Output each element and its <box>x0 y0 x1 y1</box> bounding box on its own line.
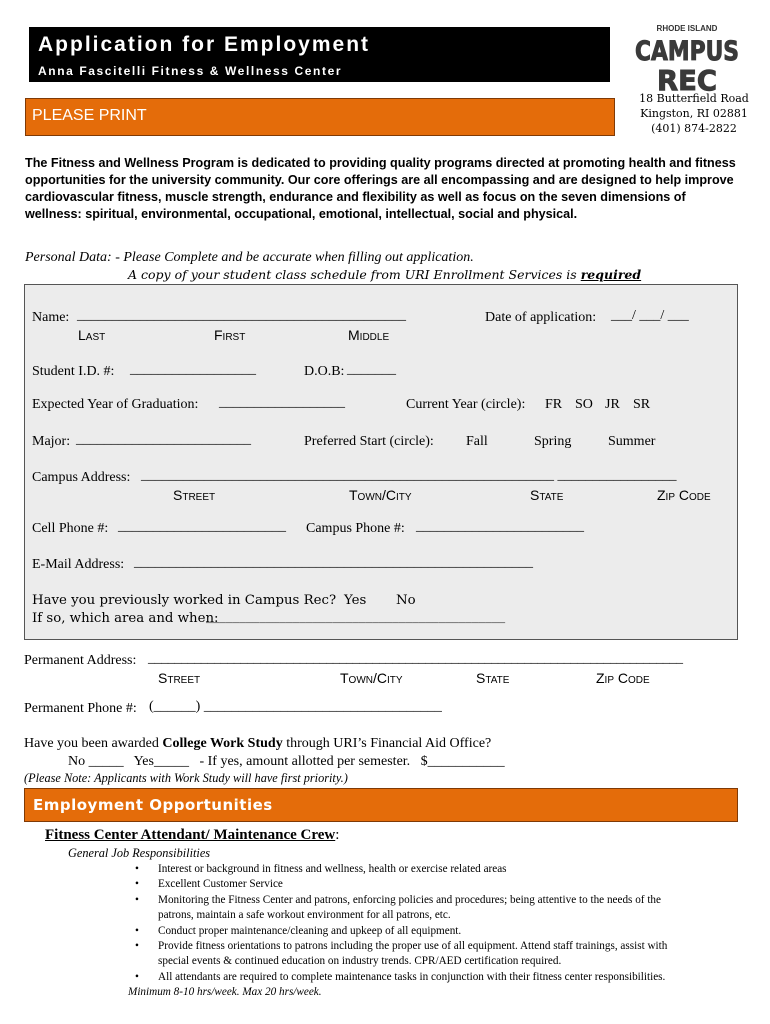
schedule-note <box>128 267 641 282</box>
campus-phone-label: Campus Phone #: <box>306 521 405 536</box>
email-field[interactable]: _________________________________________________________ <box>134 555 533 570</box>
name-label: Name: <box>32 310 70 325</box>
work-study-q-post: through URI’s Financial Aid Office? <box>286 736 492 751</box>
personal-data-heading: Personal Data: - Please Complete and be accurate when filling out application. <box>25 250 474 265</box>
campus-rec-logo <box>632 22 742 97</box>
campus-address-label: Campus Address: <box>32 470 131 485</box>
start-option-spring[interactable]: Spring <box>534 434 572 449</box>
bullet-item: Conduct proper maintenance/cleaning and upkeep of all equipment. <box>158 925 462 937</box>
permanent-address-label: Permanent Address: <box>24 653 137 668</box>
bullet-item: All attendants are required to complete maintenance tasks in conjunction with their fitness center responsibilities. <box>158 971 666 983</box>
address-phone: (401) 874-2822 <box>651 122 737 135</box>
worked-no-option[interactable]: No <box>396 593 416 608</box>
perm-town-caption: Town/City <box>340 670 403 686</box>
student-id-label: Student I.D. #: <box>32 364 115 379</box>
address-street: 18 Butterfield Road <box>639 92 749 105</box>
last-name-caption: Last <box>78 327 106 343</box>
page-subtitle: Anna Fascitelli Fitness & Wellness Center <box>38 64 343 78</box>
campus-town-caption: Town/City <box>349 487 412 503</box>
permanent-address-field[interactable]: _________________________________________________________________________________ <box>148 651 683 666</box>
name-field[interactable]: _______________________________________________ <box>77 308 406 323</box>
work-study-question <box>24 736 491 752</box>
permanent-phone-field[interactable]: (______) __________________________________ <box>149 699 442 714</box>
work-study-note: (Please Note: Applicants with Work Study will have first priority.) <box>24 771 348 785</box>
dob-field[interactable]: _______ <box>347 362 396 377</box>
bullet-marker: • <box>135 863 139 875</box>
bullet-item-continued: patrons, maintain a safe workout environment for all patrons, etc. <box>158 909 451 921</box>
year-option-sr[interactable]: SR <box>633 397 651 412</box>
work-study-q-pre: Have you been awarded <box>24 736 159 751</box>
bullet-item-continued: special events & continued education on industry trends. CPR/AED certification required. <box>158 955 562 967</box>
page-title: Application for Employment <box>38 33 371 56</box>
preferred-start-label: Preferred Start (circle): <box>304 434 434 449</box>
campus-zip-caption: Zip Code <box>657 487 711 503</box>
perm-street-caption: Street <box>158 670 201 686</box>
worked-before-question: Have you previously worked in Campus Rec? <box>32 593 337 608</box>
intro-paragraph: The Fitness and Wellness Program is dedicated to providing quality programs directed at promoting health and fitness opportunities for the university community. Our core offerings are all encompassing and are designed to help improve cardiovascular fitness, muscle strength, endurance and flexibility as well as focus on the seven dimensions of wellness: spiritual, environmental, occupational, emotional, intellectual, social and physical. <box>25 156 736 221</box>
bullet-marker: • <box>135 878 139 890</box>
permanent-phone-label: Permanent Phone #: <box>24 701 137 716</box>
position-name: Fitness Center Attendant/ Maintenance Crew <box>45 827 336 843</box>
schedule-note-text: A copy of your student class schedule from URI Enrollment Services is <box>128 267 577 282</box>
logo-middle-text: CAMPUS <box>635 36 739 67</box>
current-year-label: Current Year (circle): <box>406 397 526 412</box>
perm-state-caption: State <box>476 670 510 686</box>
major-field[interactable]: _________________________ <box>76 432 251 447</box>
general-responsibilities-heading: General Job Responsibilities <box>68 846 211 860</box>
perm-zip-caption: Zip Code <box>596 670 650 686</box>
cell-phone-label: Cell Phone #: <box>32 521 109 536</box>
campus-street-caption: Street <box>173 487 216 503</box>
first-name-caption: First <box>214 327 246 343</box>
campus-phone-field[interactable]: ________________________ <box>416 519 584 534</box>
bullet-item: Monitoring the Fitness Center and patrons, enforcing policies and procedures; being attentive to the needs of the <box>158 894 661 906</box>
hours-note: Minimum 8-10 hrs/week. Max 20 hrs/week. <box>128 986 322 998</box>
date-field[interactable]: ___/ ___/ ___ <box>611 308 689 323</box>
title-banner <box>29 27 610 82</box>
email-label: E-Mail Address: <box>32 557 125 572</box>
bullet-item: Excellent Customer Service <box>158 878 283 890</box>
employment-banner <box>24 788 738 822</box>
required-label: required <box>580 267 642 282</box>
date-label: Date of application: <box>485 310 597 325</box>
student-id-field[interactable]: __________________ <box>130 362 256 377</box>
logo-bottom-text: REC <box>657 64 717 97</box>
which-area-label: If so, which area and when: <box>32 611 219 626</box>
position-colon: : <box>335 827 340 843</box>
bullet-marker: • <box>135 940 139 952</box>
which-area-field[interactable]: _____________________________________________ <box>206 609 506 624</box>
graduation-label: Expected Year of Graduation: <box>32 397 199 412</box>
year-option-jr[interactable]: JR <box>605 397 620 412</box>
start-option-fall[interactable]: Fall <box>466 434 488 449</box>
cell-phone-field[interactable]: ________________________ <box>118 519 286 534</box>
bullet-marker: • <box>135 894 139 906</box>
work-study-q-bold: College Work Study <box>162 736 283 751</box>
year-option-so[interactable]: SO <box>575 397 593 412</box>
year-option-fr[interactable]: FR <box>545 397 563 412</box>
graduation-field[interactable]: __________________ <box>219 395 345 410</box>
position-title <box>45 827 339 844</box>
bullet-marker: • <box>135 971 139 983</box>
please-print-label: PLEASE PRINT <box>32 107 147 124</box>
campus-address-field[interactable]: ___________________________________________________________ _________________ <box>141 468 677 483</box>
major-label: Major: <box>32 434 71 449</box>
work-study-answer-line[interactable]: No _____ Yes_____ - If yes, amount allotted per semester. $___________ <box>68 754 505 769</box>
address-city: Kingston, RI 02881 <box>640 107 748 120</box>
employment-heading: Employment Opportunities <box>33 796 273 814</box>
dob-label: D.O.B: <box>304 364 345 379</box>
worked-yes-option[interactable]: Yes <box>344 593 367 608</box>
middle-name-caption: Middle <box>348 327 390 343</box>
bullet-item: Interest or background in fitness and wellness, health or exercise related areas <box>158 863 507 875</box>
campus-state-caption: State <box>530 487 564 503</box>
bullet-marker: • <box>135 925 139 937</box>
bullet-item: Provide fitness orientations to patrons including the proper use of all equipment. Attend staff trainings, assist with <box>158 940 668 952</box>
please-print-banner <box>25 98 615 136</box>
logo-top-text: RHODE ISLAND <box>656 24 718 33</box>
start-option-summer[interactable]: Summer <box>608 434 656 449</box>
